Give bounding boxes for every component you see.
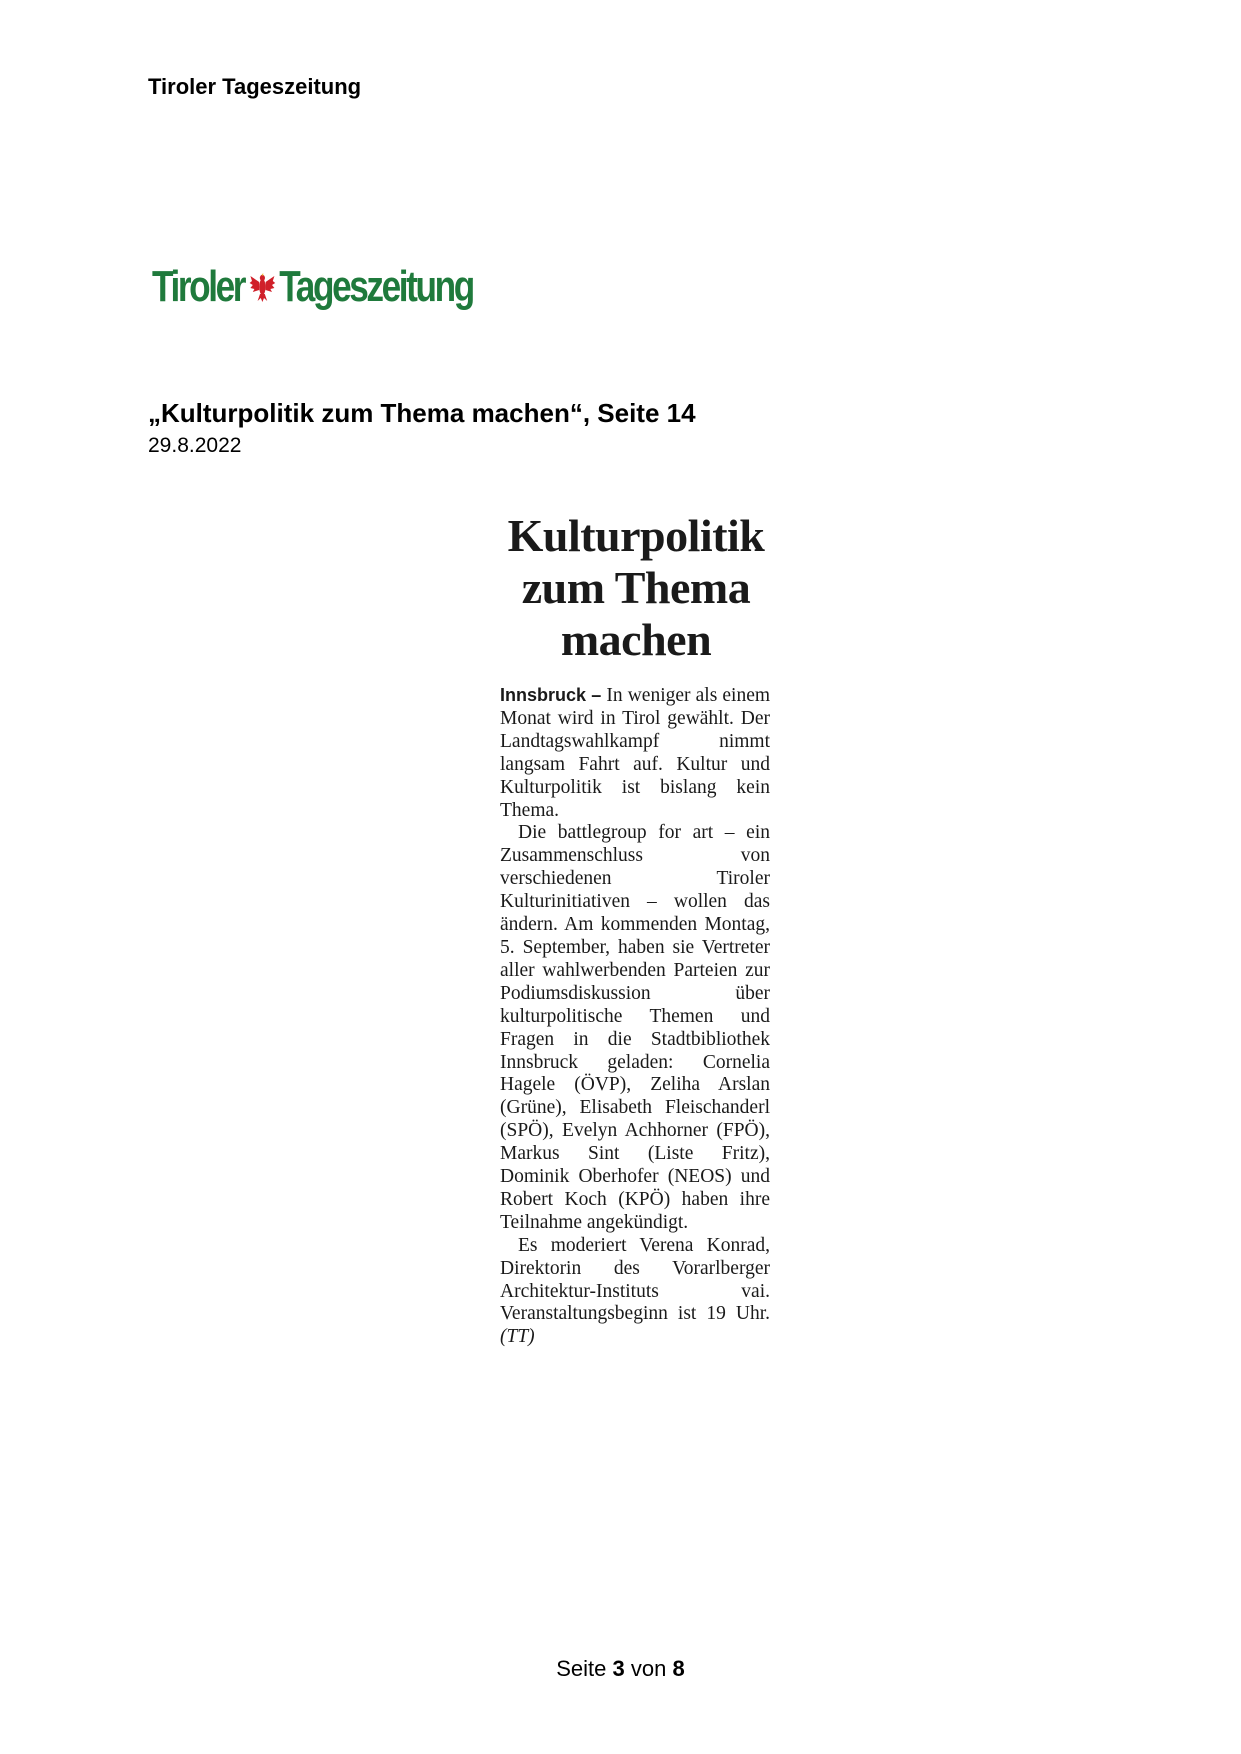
- clipping-dateline: Innsbruck –: [500, 685, 602, 705]
- clipping-paragraph-3-text: Es moderiert Verena Konrad, Direktorin des Vorarlberger Architektur-Instituts vai. Veranstaltungsbeginn ist 19 Uhr.: [500, 1234, 770, 1325]
- clipping-paragraph-2: Die battlegroup for art – ein Zusammenschluss von verschiedenen Tiroler Kulturinitiativen – wollen das ändern. Am kommenden Montag, 5. September, haben sie Vertreter aller wahlwerbenden Parteien zur Podiumsdiskussion über kulturpolitische Themen und Fragen in die Stadtbibliothek Innsbruck geladen: Cornelia Hagele (ÖVP), Zeliha Arslan (Grüne), Elisabeth Fleischanderl (SPÖ), Evelyn Achhorner (FPÖ), Markus Sint (Liste Fritz), Dominik Oberhofer (NEOS) und Robert Koch (KPÖ) haben ihre Teilnahme angekündigt.: [500, 822, 770, 1233]
- footer-total-pages: 8: [672, 1656, 685, 1681]
- clipping-body: [500, 684, 770, 1349]
- footer-current-page: 3: [612, 1656, 625, 1681]
- newspaper-clipping: [500, 510, 770, 1349]
- masthead-word-tiroler: Tiroler: [152, 262, 245, 311]
- masthead-word-tageszeitung: Tageszeitung: [279, 262, 473, 311]
- clipping-paragraph-1-text: In weniger als einem Monat wird in Tirol gewählt. Der Landtagswahlkampf nimmt langsam Fahrt auf. Kultur und Kulturpolitik ist bislang kein Thema.: [500, 685, 771, 821]
- page-footer: [0, 1656, 1241, 1682]
- clipping-source: (TT): [500, 1326, 535, 1348]
- footer-separator: von: [630, 1656, 667, 1681]
- clipping-paragraph-1: [500, 684, 770, 822]
- tyrolean-eagle-icon: [249, 270, 276, 304]
- footer-prefix: Seite: [556, 1656, 607, 1681]
- masthead-logo: [152, 262, 473, 312]
- header-title: Tiroler Tageszeitung: [148, 74, 362, 99]
- article-heading: „Kulturpolitik zum Thema machen“, Seite 14: [148, 398, 696, 428]
- article-date: 29.8.2022: [148, 434, 242, 457]
- clipping-paragraph-3: [500, 1235, 770, 1350]
- clipping-headline: Kulturpolitik zum Thema machen: [507, 510, 765, 665]
